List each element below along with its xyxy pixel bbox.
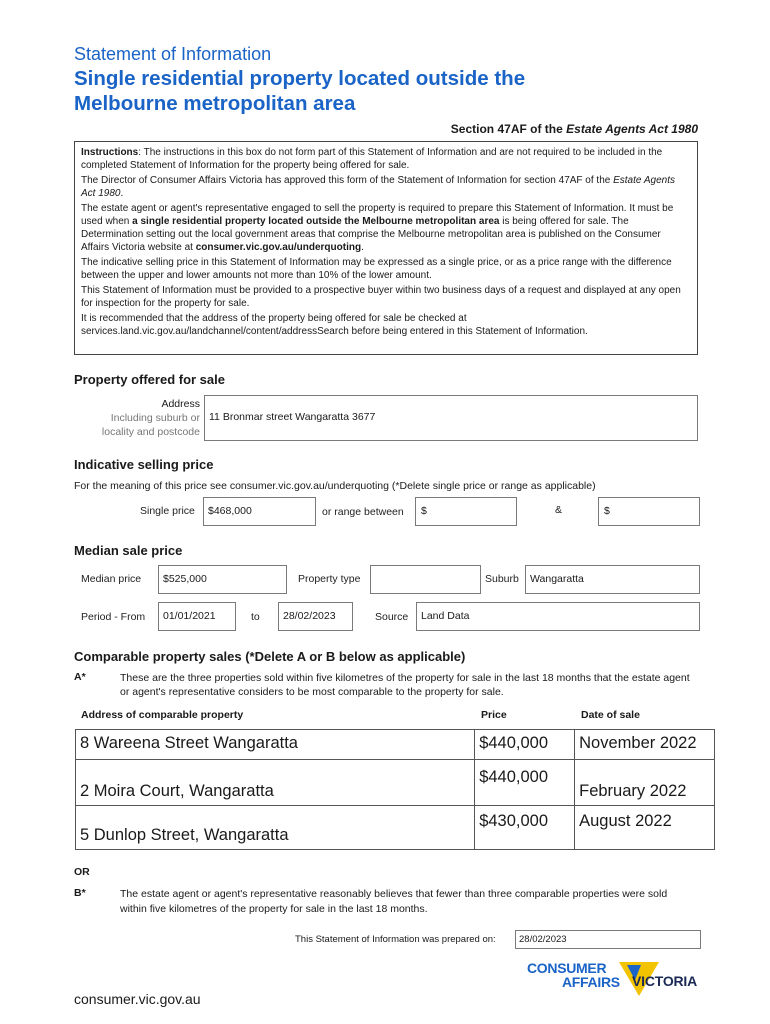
- range-high-field[interactable]: $: [598, 497, 700, 526]
- comp-address-cell[interactable]: 8 Wareena Street Wangaratta: [76, 730, 475, 760]
- suburb-field[interactable]: Wangaratta: [525, 565, 700, 594]
- comp-address-cell[interactable]: 5 Dunlop Street, Wangaratta: [76, 806, 475, 850]
- comp-price-cell[interactable]: $440,000: [475, 760, 575, 806]
- section-act: Estate Agents Act 1980: [566, 122, 698, 136]
- prepared-date-field[interactable]: 28/02/2023: [515, 930, 701, 949]
- page-title-line2: Melbourne metropolitan area: [74, 92, 356, 115]
- single-price-label: Single price: [140, 505, 195, 517]
- option-a-marker: A*: [74, 671, 86, 683]
- suburb-label: Suburb: [485, 573, 519, 585]
- median-price-label: Median price: [81, 573, 142, 585]
- footer-url[interactable]: consumer.vic.gov.au: [74, 991, 201, 1007]
- period-label: Period - From: [81, 611, 146, 623]
- comp-date-cell[interactable]: November 2022: [575, 730, 715, 760]
- instructions-p4: The indicative selling price in this Statement of Information may be expressed as a single price, or as a price range with the difference between the upper and lower amounts not more than 10% of the lower amount.: [81, 257, 672, 281]
- comparables-table: [75, 729, 715, 850]
- price-heading: Indicative selling price: [74, 457, 214, 472]
- form-kicker: Statement of Information: [74, 44, 272, 64]
- col-header-address: Address of comparable property: [81, 709, 244, 721]
- instructions-p3: The estate agent or agent's representative engaged to sell the property is required to prepare this Statement of Information. It must be used when a single residential property located outside the Melbourne metropolitan area is being offered for sale. The Determination setting out the local government areas that comprise the Melbourne metropolitan area is published on the Consumer Affairs Victoria website at consumer.vic.gov.au/underquoting.: [81, 203, 674, 253]
- price-note: For the meaning of this price see consumer.vic.gov.au/underquoting (*Delete single price or range as applicable): [74, 480, 596, 492]
- source-field[interactable]: Land Data: [416, 602, 700, 631]
- col-header-price: Price: [481, 709, 507, 721]
- page-title: [74, 66, 525, 116]
- table-row: [76, 760, 715, 806]
- period-from-field[interactable]: 01/01/2021: [158, 602, 236, 631]
- page-title-line1: Single residential property located outside the: [74, 67, 526, 90]
- range-low-field[interactable]: $: [415, 497, 517, 526]
- option-b-marker: B*: [74, 887, 86, 899]
- range-label: or range between: [322, 506, 404, 518]
- address-value: 11 Bronmar street Wangaratta 3677: [209, 411, 376, 423]
- option-b-text: The estate agent or agent's representative reasonably believes that fewer than three comparable properties were sold within five kilometres of the property for sale in the last 18 months.: [120, 888, 668, 915]
- property-heading: Property offered for sale: [74, 372, 225, 387]
- period-to-field[interactable]: 28/02/2023: [278, 602, 353, 631]
- address-field[interactable]: [204, 395, 698, 441]
- option-a-text: These are the three properties sold within five kilometres of the property for sale in the last 18 months that the estate agent or agent's representative considers to be most comparable to the property for sale.: [120, 672, 690, 698]
- instructions-p2: The Director of Consumer Affairs Victoria has approved this form of the Statement of Information for section 47AF of the Estate Agents Act 1980.: [81, 175, 675, 199]
- property-type-field[interactable]: [370, 565, 481, 594]
- prepared-label: This Statement of Information was prepared on:: [295, 934, 496, 945]
- period-to-label: to: [251, 611, 260, 623]
- comp-price-cell[interactable]: $440,000: [475, 730, 575, 760]
- consumer-affairs-logo: [527, 960, 702, 1010]
- col-header-date: Date of sale: [581, 709, 640, 721]
- instructions-p6: It is recommended that the address of the property being offered for sale be checked at services.land.vic.gov.au/landchannel/content/addressSearch before being entered in this Statement of Information.: [81, 313, 588, 337]
- address-label: Address Including suburb or locality and postcode: [101, 398, 200, 438]
- comp-price-cell[interactable]: $430,000: [475, 806, 575, 850]
- range-ampersand: &: [555, 504, 563, 516]
- instructions-box: [74, 141, 698, 355]
- logo-line2: AFFAIRS: [562, 974, 620, 990]
- logo-line1: CONSUMER: [527, 960, 607, 976]
- table-row: [76, 730, 715, 760]
- comp-address-cell[interactable]: 2 Moira Court, Wangaratta: [76, 760, 475, 806]
- table-row: [76, 806, 715, 850]
- instructions-p5: This Statement of Information must be provided to a prospective buyer within two business days of a request and displayed at any open for inspection for the property for sale.: [81, 285, 681, 309]
- median-heading: Median sale price: [74, 543, 183, 558]
- comparables-heading: Comparable property sales (*Delete A or B below as applicable): [74, 649, 466, 664]
- comp-date-cell[interactable]: August 2022: [575, 806, 715, 850]
- source-label: Source: [375, 611, 409, 623]
- or-separator: OR: [74, 866, 90, 878]
- single-price-field[interactable]: $468,000: [203, 497, 316, 526]
- logo-victoria: VICTORIA: [632, 973, 698, 989]
- section-prefix: Section 47AF of the: [450, 122, 567, 136]
- property-type-label: Property type: [298, 573, 361, 585]
- comp-date-cell[interactable]: February 2022: [575, 760, 715, 806]
- instructions-p1: Instructions: The instructions in this box do not form part of this Statement of Information and are not required to be included in the completed Statement of Information for the property being offered for sale.: [81, 147, 663, 171]
- section-reference: [451, 122, 698, 136]
- median-price-field[interactable]: $525,000: [158, 565, 287, 594]
- underquoting-link[interactable]: consumer.vic.gov.au/underquoting: [195, 242, 362, 253]
